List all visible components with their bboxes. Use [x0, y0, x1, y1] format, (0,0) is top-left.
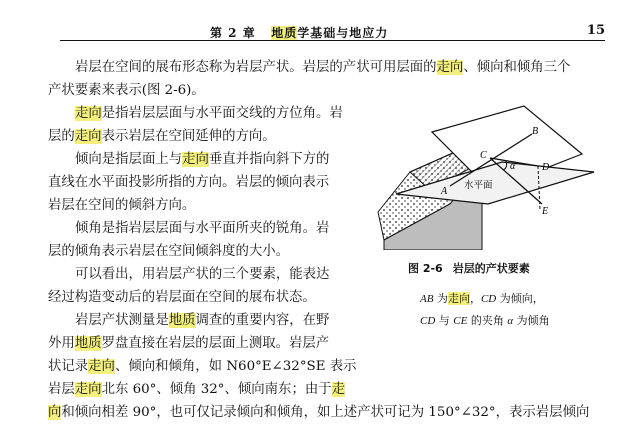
figure-title: 岩层的产状要素 — [452, 262, 530, 275]
label-alpha: α — [510, 161, 516, 172]
highlight-term: 地质 — [168, 313, 196, 328]
highlight-term: 走向 — [447, 292, 470, 305]
chapter-label: 第 2 章 — [210, 26, 256, 40]
label-B: B — [532, 126, 539, 137]
highlight-term: 走 — [331, 382, 346, 397]
label-horizontal-plane: 水平面 — [464, 180, 493, 191]
text-line: 状记录走向、倾向和倾角，如 N60°E∠32°SE 表示 — [48, 359, 357, 374]
label-E: E — [542, 206, 549, 217]
highlight-term: 走向 — [75, 106, 102, 121]
highlight-term: 走向 — [436, 60, 464, 75]
highlight-term: 走向 — [182, 152, 209, 167]
highlight-term: 地质 — [74, 336, 102, 351]
header-title-rest: 学基础与地应力 — [297, 26, 389, 40]
text-line: 层的倾角表示岩层在空间倾斜度的大小。 — [48, 244, 290, 259]
text-line: 倾向是指层面上与走向垂直并指向斜下方的 — [75, 152, 330, 167]
running-header — [60, 22, 605, 40]
header-title-hl: 地质 — [271, 26, 298, 40]
text-line: 层的走向表示岩层在空间延伸的方向。 — [48, 129, 276, 144]
figure-caption — [408, 260, 530, 276]
label-A: A — [441, 186, 448, 197]
figure-number: 图 2-6 — [408, 262, 443, 275]
page-number: 15 — [586, 23, 605, 38]
figure-note-1: AB 为走向，CD 为倾向， — [420, 292, 544, 305]
header-title — [210, 24, 388, 41]
text-line: 倾角是指岩层层面与水平面所夹的锐角。岩 — [75, 221, 330, 236]
text-line: 产状要素来表示(图 2-6)。 — [48, 83, 205, 98]
text-line: 岩层在空间的展布形态称为岩层产状。岩层的产状可用层面的走向、倾向和倾角三个 — [75, 60, 571, 75]
text-line: 岩层走向北东 60°、倾角 32°、倾向南东；由于走 — [48, 382, 346, 397]
header-rule — [60, 40, 605, 41]
strata-attitude-diagram — [370, 100, 600, 250]
text-line: 可以看出，用岩层产状的三个要素，能表达 — [75, 267, 330, 282]
figure-note-2: CD 与 CE 的夹角 α 为倾角 — [420, 314, 550, 327]
text-line: 直线在水平面投影所指的方向。岩层的倾向表示 — [48, 175, 330, 190]
text-line: 经过构造变动后的岩层面在空间的展布状态。 — [48, 290, 316, 305]
text-line: 岩层产状测量是地质调查的重要内容，在野 — [75, 313, 330, 328]
text-line: 走向是指岩层层面与水平面交线的方位角。岩 — [75, 106, 343, 121]
text-line: 外用地质罗盘直接在岩层的层面上测取。岩层产 — [48, 336, 330, 351]
label-C: C — [480, 150, 487, 161]
text-line: 向和倾向相差 90°，也可仅记录倾向和倾角，如上述产状可记为 150°∠32°，表示岩层倾向 — [48, 405, 590, 420]
highlight-term: 向 — [48, 405, 62, 420]
highlight-term: 走向 — [88, 359, 115, 374]
highlight-term: 走向 — [74, 129, 102, 144]
highlight-term: 走向 — [74, 382, 102, 397]
label-D: D — [542, 162, 550, 173]
text-line: 岩层在空间的倾斜方向。 — [48, 198, 196, 213]
